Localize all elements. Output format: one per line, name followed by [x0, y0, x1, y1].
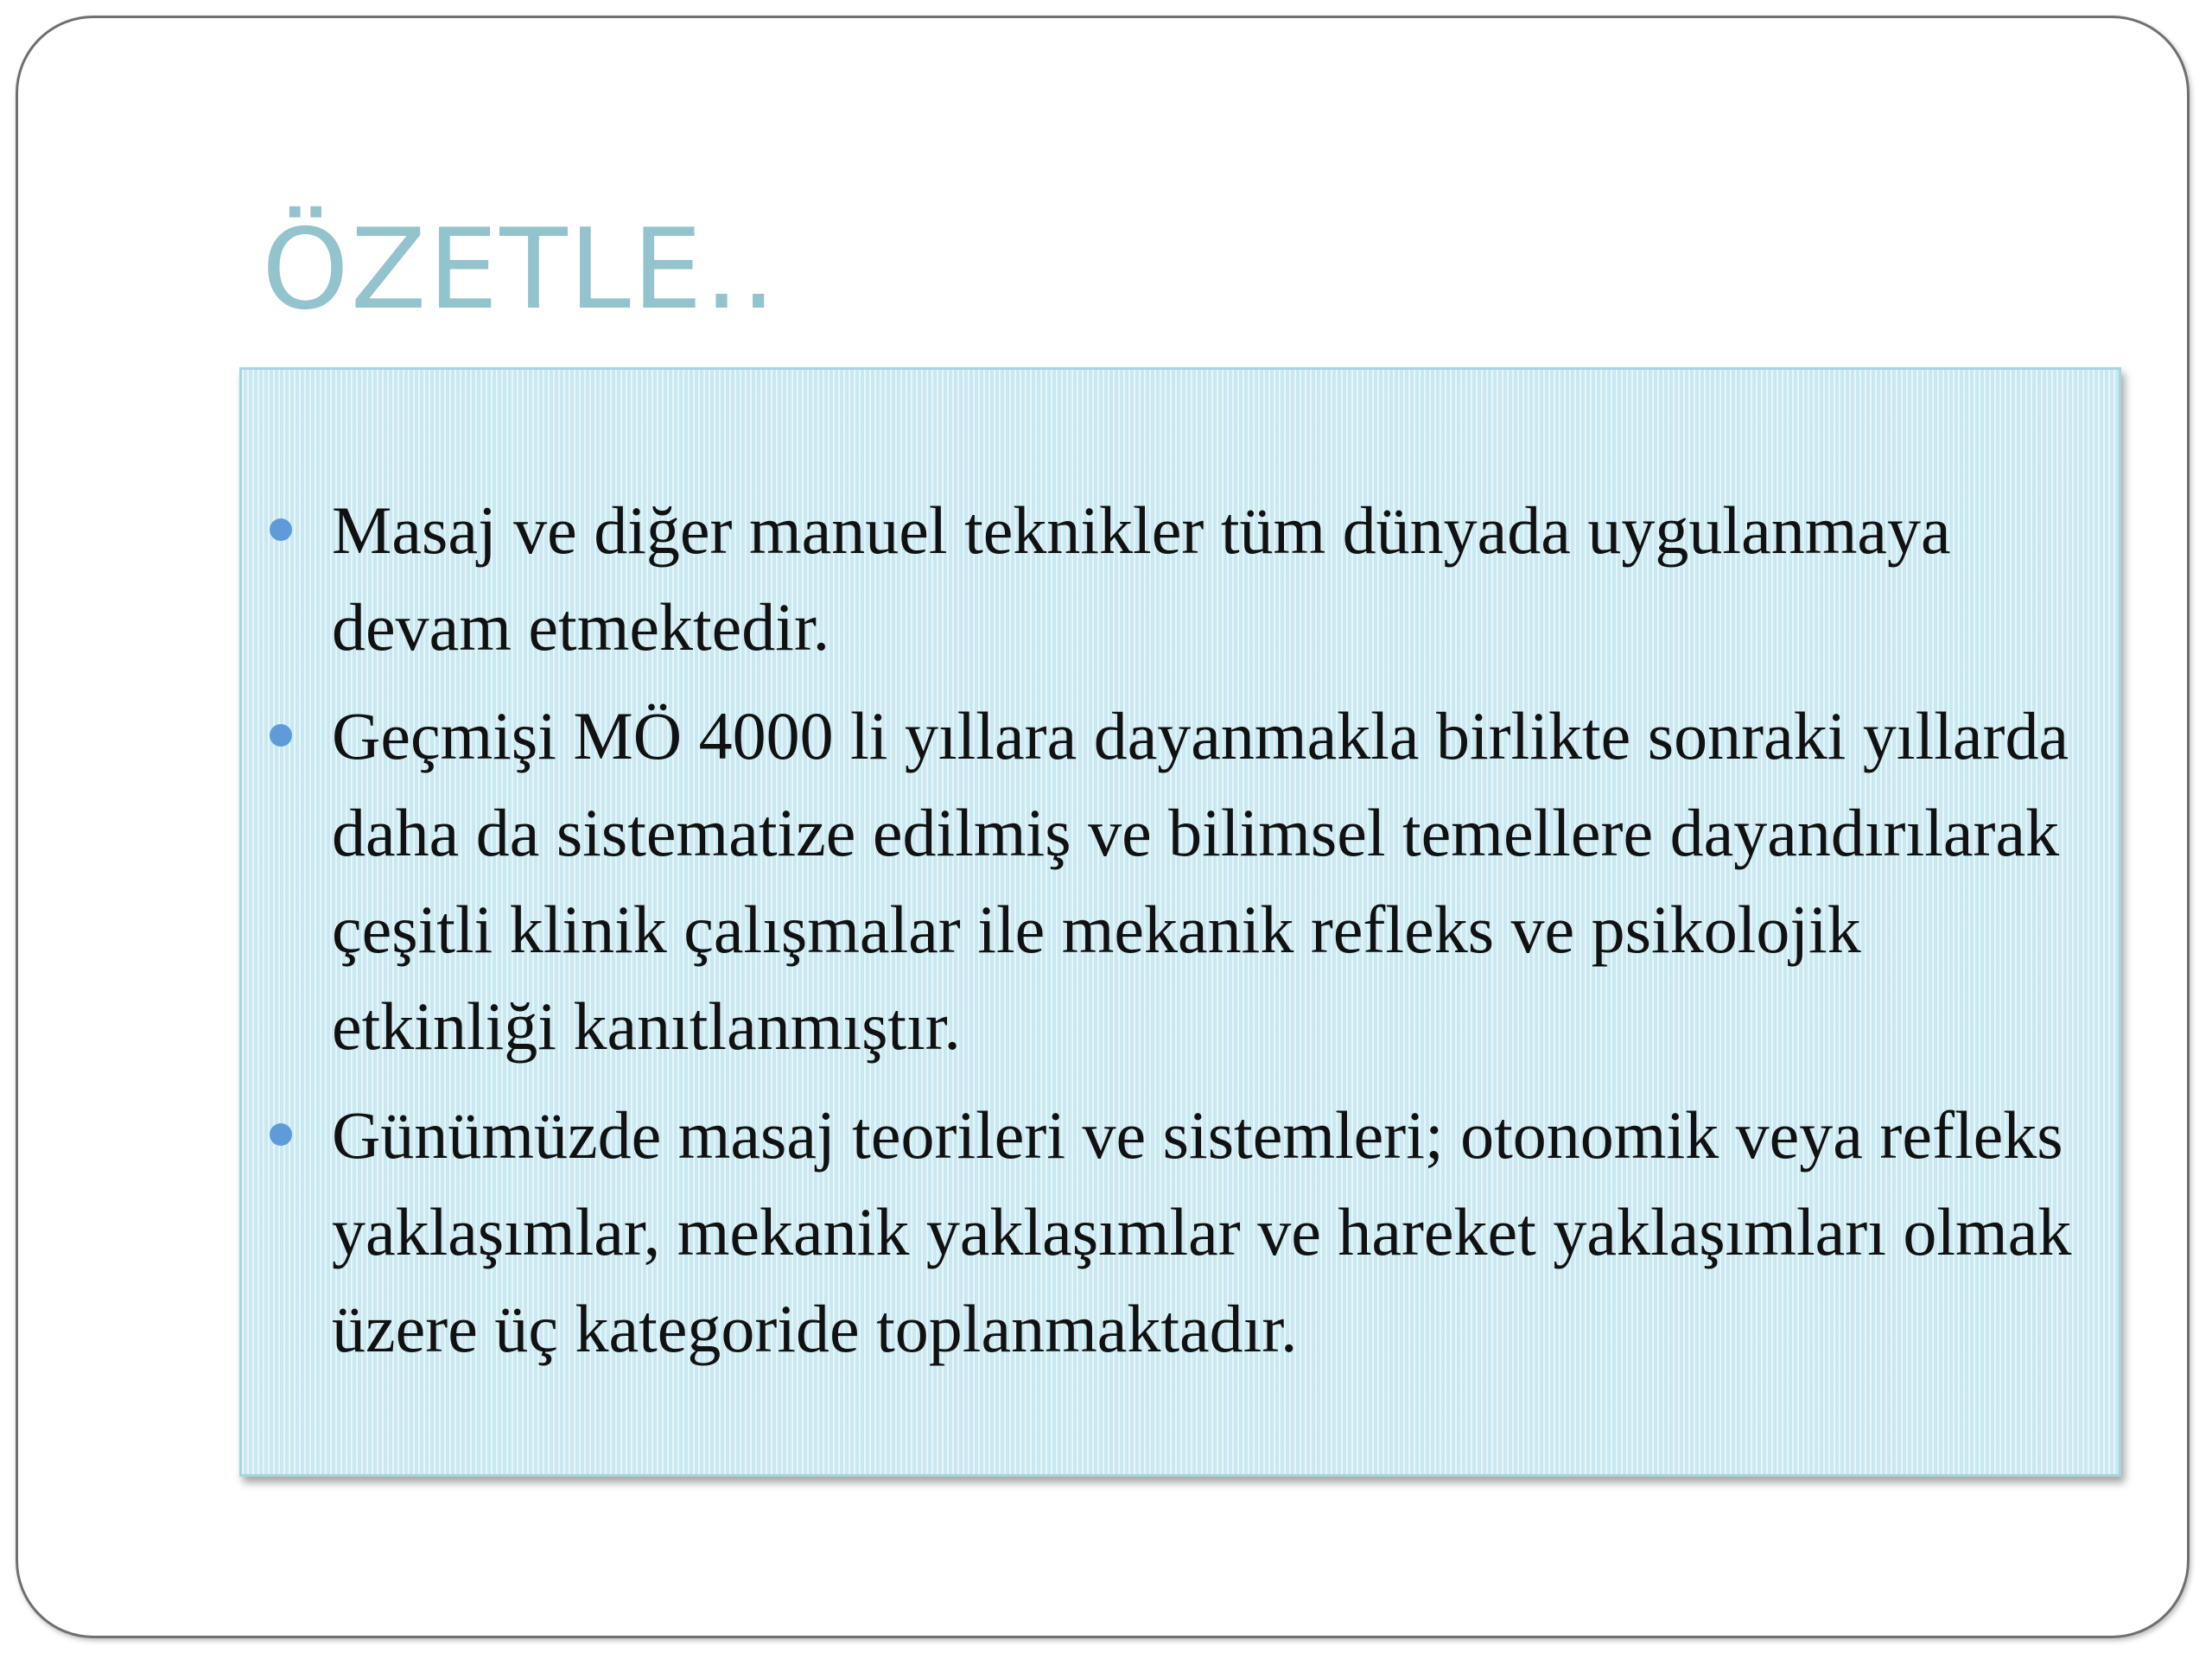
bullet-item [242, 1087, 2119, 1377]
bullet-item [242, 482, 2119, 676]
bullet-text: Günümüzde masaj teorileri ve sistemleri; otonomik veya refleks yaklaşımlar, mekanik yaklaşımlar ve hareket yaklaşımları olmak üzere üç kategoride toplanmaktadır. [332, 1097, 2072, 1366]
bullet-dot-icon [270, 1123, 292, 1146]
bullet-dot-icon [270, 518, 292, 541]
bullet-text: Masaj ve diğer manuel teknikler tüm dünyada uygulanmaya devam etmektedir. [332, 493, 1951, 664]
content-box [239, 367, 2121, 1477]
bullet-list [242, 482, 2119, 1389]
slide-title: ÖZETLE.. [262, 206, 779, 334]
bullet-dot-icon [270, 724, 292, 747]
bullet-text: Geçmişi MÖ 4000 li yıllara dayanmakla birlikte sonraki yıllarda daha da sistematize edilmiş ve bilimsel temellere dayandırılarak çeşitli klinik çalışmalar ile mekanik refleks ve psikolojik etkinliği kanıtlanmıştır. [332, 698, 2069, 1064]
bullet-item [242, 688, 2119, 1075]
slide-frame [16, 16, 2190, 1638]
